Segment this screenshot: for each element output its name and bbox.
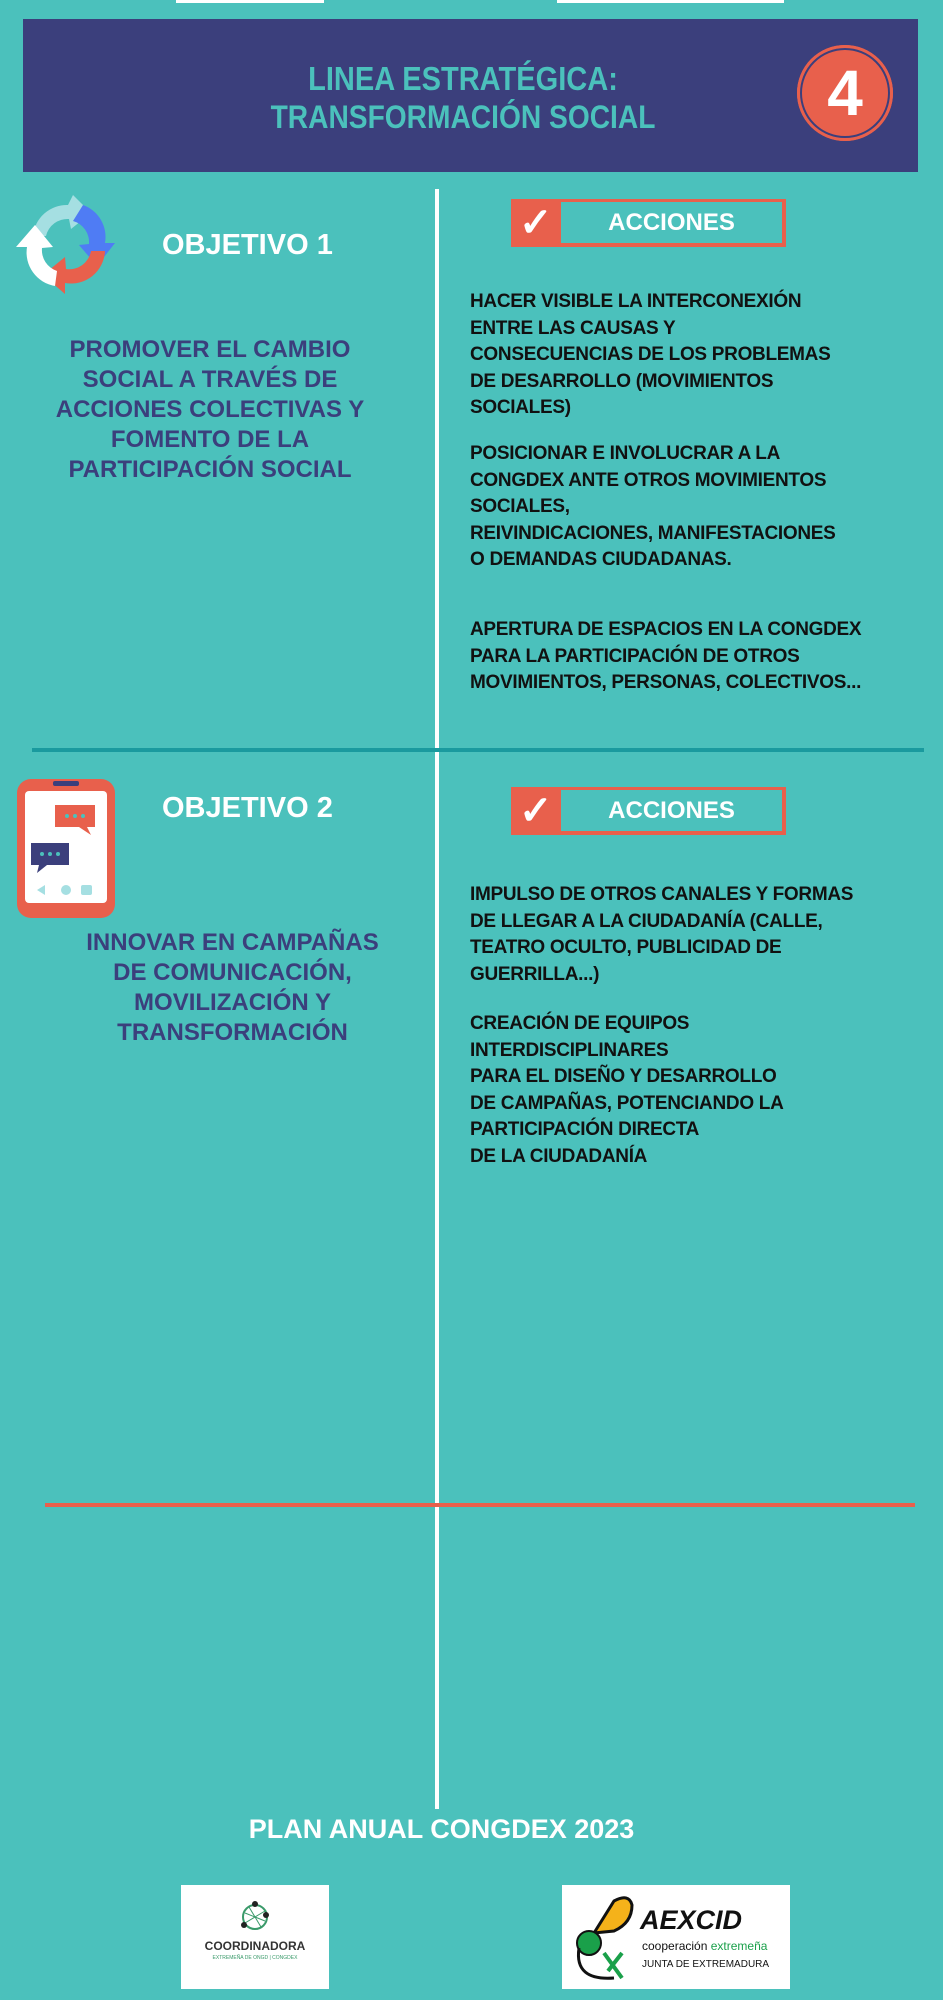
logo1-sub: EXTREMEÑA DE ONGD | CONGDEX	[212, 1955, 298, 1961]
action-item: APERTURA DE ESPACIOS EN LA CONGDEX PARA LA PARTICIPACIÓN DE OTROS MOVIMIENTOS, PERSONAS, COLECTIVOS...	[470, 619, 862, 693]
action-item: CREACIÓN DE EQUIPOS INTERDISCIPLINARES PARA EL DISEÑO Y DESARROLLO DE CAMPAÑAS, POTENCIANDO LA PARTICIPACIÓN DIRECTA DE LA CIUDADANÍA	[470, 1013, 784, 1167]
objective-2-text: INNOVAR EN CAMPAÑAS DE COMUNICACIÓN, MOVILIZACIÓN Y TRANSFORMACIÓN	[86, 929, 379, 1046]
logo1-name: COORDINADORA	[204, 1939, 306, 1953]
bottom-divider	[45, 1503, 915, 1507]
logo2-sub3: JUNTA DE EXTREMADURA	[642, 1959, 770, 1970]
aexcid-logo	[562, 1885, 790, 1989]
footer-title: PLAN ANUAL CONGDEX 2023	[248, 1814, 635, 1844]
actions-header-1	[511, 199, 786, 247]
cycle-arrows-icon	[13, 191, 118, 297]
objective-2-label: OBJETIVO 2	[162, 792, 333, 824]
actions-label: ACCIONES	[561, 790, 782, 831]
action-item: POSICIONAR E INVOLUCRAR A LA CONGDEX ANTE OTROS MOVIMIENTOS SOCIALES, REIVINDICACIONES, MANIFESTACIONES O DEMANDAS CIUDADANAS.	[470, 443, 836, 570]
action-item: HACER VISIBLE LA INTERCONEXIÓN ENTRE LAS CAUSAS Y CONSECUENCIAS DE LOS PROBLEMAS DE DESARROLLO (MOVIMIENTOS SOCIALES)	[470, 291, 831, 418]
title-line1: LINEA ESTRATÉGICA:	[308, 60, 618, 97]
logo2-name: AEXCID	[640, 1905, 743, 1935]
header-banner	[23, 19, 918, 172]
objective-1-text: PROMOVER EL CAMBIO SOCIAL A TRAVÉS DE ACCIONES COLECTIVAS Y FOMENTO DE LA PARTICIPACIÓN SOCIAL	[55, 336, 365, 483]
objective-1-label: OBJETIVO 1	[162, 229, 333, 261]
action-item: IMPULSO DE OTROS CANALES Y FORMAS DE LLEGAR A LA CIUDADANÍA (CALLE, TEATRO OCULTO, PUBLICIDAD DE GUERRILLA...)	[470, 884, 854, 985]
section-divider	[32, 748, 924, 752]
actions-header-2	[511, 787, 786, 835]
checkmark-icon: ✓	[519, 789, 553, 833]
vertical-divider	[435, 189, 439, 1809]
line-number-badge: 4	[800, 48, 890, 138]
coordinadora-logo	[181, 1885, 329, 1989]
phone-chat-icon	[15, 777, 117, 920]
network-globe-icon	[239, 1901, 271, 1933]
title-line2: TRANSFORMACIÓN SOCIAL	[270, 99, 656, 135]
logo2-sub	[642, 1939, 767, 1953]
logo2-sub1: cooperación	[642, 1939, 708, 1953]
top-bar-left	[176, 0, 324, 3]
logo2-sub2: extremeña	[710, 1939, 768, 1953]
actions-label: ACCIONES	[561, 202, 782, 243]
top-bar-right	[557, 0, 784, 3]
aexcid-emblem-icon	[574, 1893, 634, 1983]
checkmark-icon: ✓	[519, 201, 553, 245]
